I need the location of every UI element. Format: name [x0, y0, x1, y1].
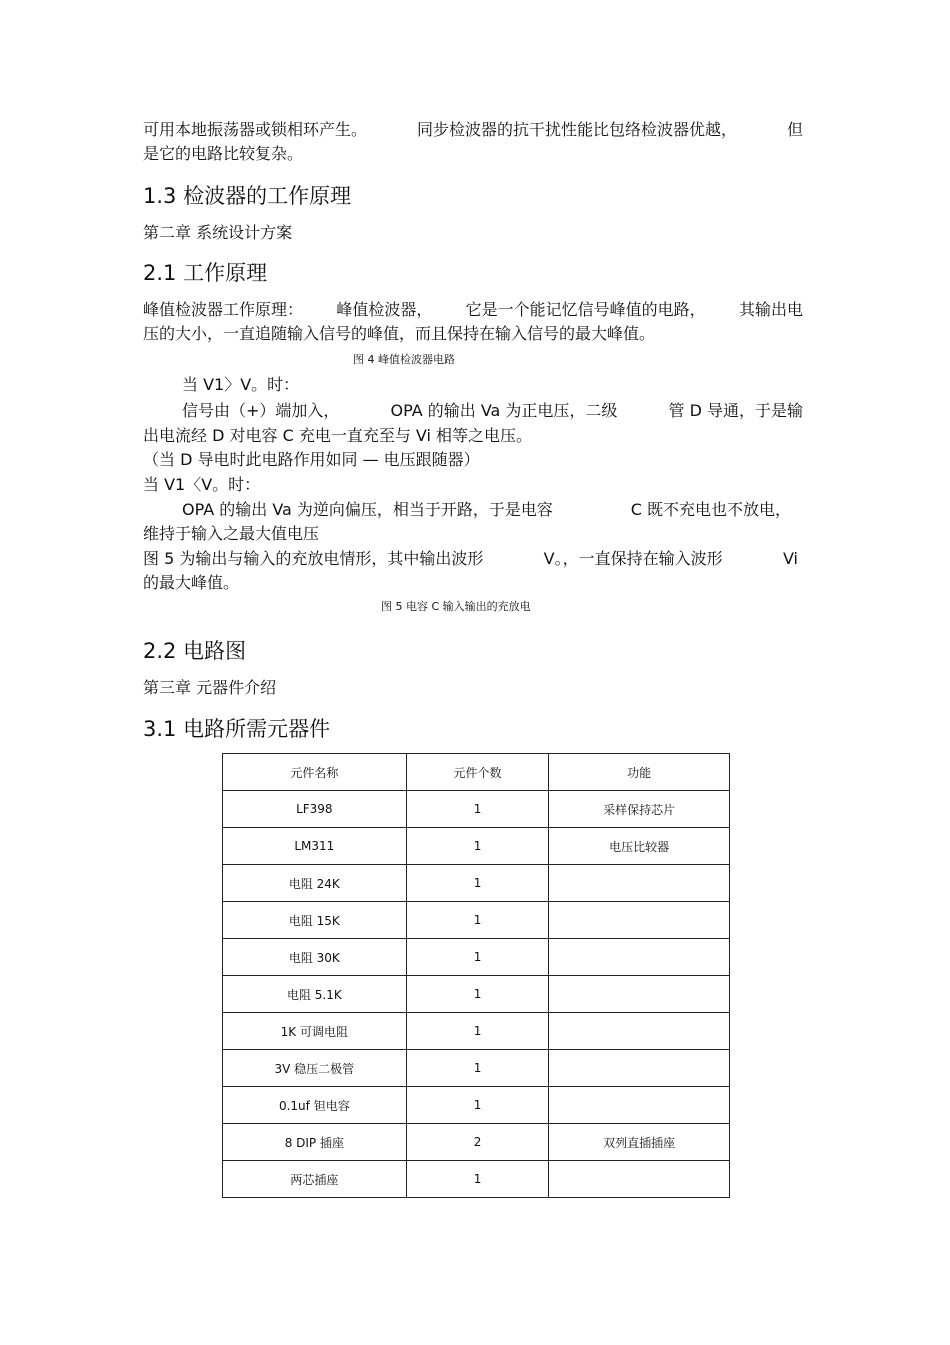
cell-function: 电压比较器	[549, 828, 730, 865]
condition-2-label: 当 V1〈V。时：	[143, 475, 261, 494]
cell-name: 电阻 24K	[223, 865, 407, 902]
chapter-2-title: 第二章 系统设计方案	[143, 223, 293, 242]
cell-count: 1	[406, 791, 549, 828]
condition-1-body-line-2: 出电流经 D 对电容 C 充电一直充至与 Vi 相等之电压。	[143, 426, 533, 445]
cell-function: 双列直插插座	[549, 1124, 730, 1161]
heading-2-2: 2.2 电路图	[143, 639, 247, 663]
cell-function	[549, 865, 730, 902]
table-row	[223, 1124, 730, 1161]
cell-name: 1K 可调电阻	[223, 1013, 407, 1050]
table-row	[223, 902, 730, 939]
cell-count: 1	[406, 902, 549, 939]
cell-count: 1	[406, 865, 549, 902]
intro-line-1: 可用本地振荡器或锁相环产生。 同步检波器的抗干扰性能比包络检波器优越， 但	[143, 120, 803, 139]
cell-name: 两芯插座	[223, 1161, 407, 1198]
components-table	[222, 753, 730, 1198]
cell-name: LF398	[223, 791, 407, 828]
cell-name: 电阻 15K	[223, 902, 407, 939]
peak-principle-line-2: 压的大小，一直追随输入信号的峰值，而且保持在输入信号的最大峰值。	[143, 324, 656, 343]
cell-name: 3V 稳压二极管	[223, 1050, 407, 1087]
figure-5-description-line-2: 的最大峰值。	[143, 573, 240, 592]
cell-function: 采样保持芯片	[549, 791, 730, 828]
table-row	[223, 865, 730, 902]
cell-name: 电阻 30K	[223, 939, 407, 976]
condition-1-label: 当 V1〉V。时：	[182, 375, 300, 394]
cell-count: 1	[406, 976, 549, 1013]
cell-count: 1	[406, 1050, 549, 1087]
table-row	[223, 1050, 730, 1087]
chapter-3-title: 第三章 元器件介绍	[143, 678, 277, 697]
condition-2-body-line-2: 维持于输入之最大值电压	[143, 524, 320, 543]
cell-count: 1	[406, 939, 549, 976]
condition-1-note: （当 D 导电时此电路作用如同 — 电压跟随器）	[143, 450, 480, 469]
table-row	[223, 828, 730, 865]
table-row	[223, 791, 730, 828]
condition-1-body-line-1: 信号由（+）端加入， OPA 的输出 Va 为正电压，二级 管 D 导通，于是输	[182, 401, 803, 420]
cell-name: 8 DIP 插座	[223, 1124, 407, 1161]
cell-count: 1	[406, 1087, 549, 1124]
cell-function	[549, 1050, 730, 1087]
header-cell-function: 功能	[549, 754, 730, 791]
figure-4-caption: 图 4 峰值检波器电路	[353, 353, 455, 366]
cell-function	[549, 939, 730, 976]
table-row	[223, 1013, 730, 1050]
table-row	[223, 1161, 730, 1198]
cell-name: LM311	[223, 828, 407, 865]
peak-principle-line-1: 峰值检波器工作原理： 峰值检波器， 它是一个能记忆信号峰值的电路， 其输出电	[143, 300, 803, 319]
cell-function	[549, 902, 730, 939]
figure-5-caption: 图 5 电容 C 输入输出的充放电	[381, 600, 531, 613]
table-header-row	[223, 754, 730, 791]
table-row	[223, 939, 730, 976]
cell-name: 电阻 5.1K	[223, 976, 407, 1013]
header-cell-name: 元件名称	[223, 754, 407, 791]
condition-2-body-line-1: OPA 的输出 Va 为逆向偏压，相当于开路，于是电容 C 既不充电也不放电，	[182, 500, 791, 519]
intro-line-2: 是它的电路比较复杂。	[143, 144, 304, 163]
table-row	[223, 976, 730, 1013]
cell-function	[549, 976, 730, 1013]
cell-count: 1	[406, 1161, 549, 1198]
figure-5-description-line-1: 图 5 为输出与输入的充放电情形，其中输出波形 V。，一直保持在输入波形 Vi	[143, 549, 798, 568]
cell-name: 0.1uf 钽电容	[223, 1087, 407, 1124]
cell-function	[549, 1161, 730, 1198]
table-row	[223, 1087, 730, 1124]
cell-count: 1	[406, 1013, 549, 1050]
heading-2-1: 2.1 工作原理	[143, 261, 268, 285]
cell-count: 2	[406, 1124, 549, 1161]
cell-function	[549, 1013, 730, 1050]
cell-count: 1	[406, 828, 549, 865]
heading-1-3: 1.3 检波器的工作原理	[143, 184, 352, 208]
heading-3-1: 3.1 电路所需元器件	[143, 717, 331, 741]
header-cell-count: 元件个数	[406, 754, 549, 791]
cell-function	[549, 1087, 730, 1124]
